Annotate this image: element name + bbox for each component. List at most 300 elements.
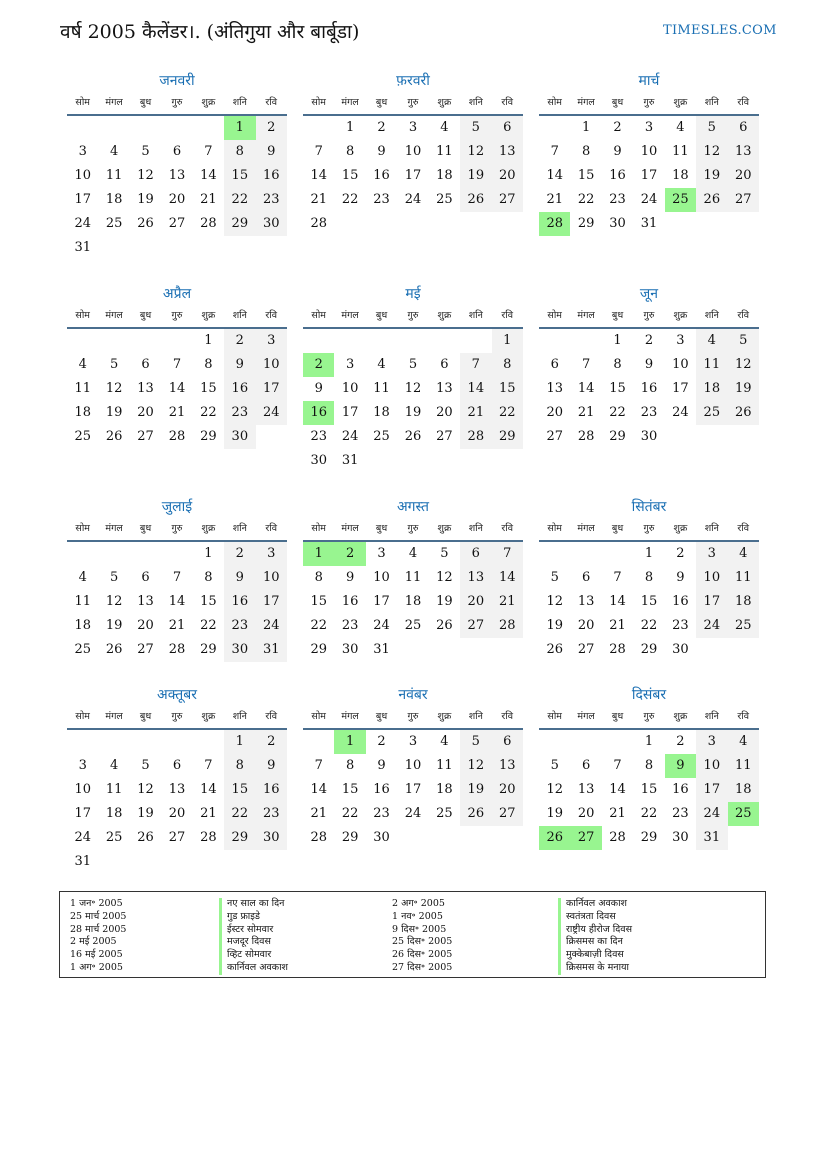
- day-cell: 12: [696, 140, 727, 164]
- day-cell: 28: [310, 830, 327, 845]
- holiday-name: गुड फ्राइडे: [219, 911, 288, 924]
- day-cell: 1: [492, 329, 523, 353]
- day-cell: 15: [577, 168, 595, 183]
- weekday-header: सोम: [539, 706, 570, 730]
- empty-cell: [67, 730, 98, 754]
- day-cell: 16: [341, 594, 359, 609]
- day-cell: 18: [728, 590, 759, 614]
- day-cell: 21: [168, 618, 186, 633]
- day-cell: 3: [377, 546, 386, 561]
- day-cell: 11: [696, 353, 727, 377]
- day-cell: 4: [440, 734, 449, 749]
- day-cell: 17: [256, 377, 287, 401]
- day-cell: 19: [404, 405, 422, 420]
- empty-cell: [665, 212, 696, 236]
- weekday-header: बुध: [602, 518, 633, 542]
- weekday-header: शुक्र: [665, 518, 696, 542]
- day-cell: 10: [404, 144, 422, 159]
- day-cell: 8: [345, 144, 355, 159]
- day-cell: 27: [168, 830, 186, 845]
- day-cell: 5: [141, 144, 150, 159]
- month-calendar: [303, 283, 523, 473]
- weekday-header: रवि: [256, 92, 287, 116]
- day-cell: 6: [440, 357, 449, 372]
- day-cell: 28: [200, 830, 217, 845]
- day-cell: 25: [436, 806, 453, 821]
- day-cell: 16: [224, 377, 255, 401]
- day-cell: 1: [204, 333, 213, 348]
- holiday-dates-left: [70, 898, 126, 975]
- day-cell: 16: [256, 778, 287, 802]
- empty-cell: [570, 730, 601, 754]
- day-cell: 23: [310, 429, 327, 444]
- day-cell: 18: [74, 618, 91, 633]
- holiday-name: कार्निवल अवकाश: [219, 962, 288, 975]
- weekday-header: रवि: [728, 305, 759, 329]
- day-cell: 4: [728, 542, 759, 566]
- day-cell: 7: [550, 144, 559, 159]
- day-cell: 24: [74, 216, 91, 231]
- holiday-date: 9 दिस॰ 2005: [392, 923, 447, 935]
- weekday-header: बुध: [602, 92, 633, 116]
- day-cell: 22: [640, 618, 658, 633]
- day-cell: 14: [168, 594, 186, 609]
- day-cell: 31: [696, 826, 727, 850]
- weekday-header: बुध: [366, 706, 397, 730]
- day-cell: 20: [168, 192, 186, 207]
- day-cell: 20: [492, 164, 523, 188]
- day-cell: 13: [577, 782, 595, 797]
- empty-cell: [161, 850, 192, 874]
- weekday-header: शुक्र: [429, 92, 460, 116]
- day-cell: 25: [696, 401, 727, 425]
- day-cell: 20: [492, 778, 523, 802]
- day-cell: 10: [74, 782, 91, 797]
- weekday-header: शुक्र: [429, 305, 460, 329]
- day-cell: 17: [696, 590, 727, 614]
- day-cell: 25: [436, 192, 453, 207]
- day-cell: 26: [546, 642, 563, 657]
- empty-cell: [429, 212, 460, 236]
- holiday-date: 1 जन॰ 2005: [70, 898, 123, 909]
- weekday-header: गुरु: [397, 92, 428, 116]
- day-cell: 4: [696, 329, 727, 353]
- day-cell: 30: [672, 642, 689, 657]
- day-cell: 10: [640, 144, 658, 159]
- empty-cell: [303, 329, 334, 353]
- empty-cell: [366, 329, 397, 353]
- empty-cell: [334, 212, 365, 236]
- month-title: अक्तूबर: [157, 687, 197, 703]
- weekday-header: शनि: [460, 518, 491, 542]
- month-calendar: [67, 496, 287, 662]
- month-calendar: [303, 684, 523, 850]
- empty-cell: [161, 329, 192, 353]
- day-cell: 12: [460, 754, 491, 778]
- day-cell: 28: [609, 642, 626, 657]
- holiday-date: 16 मई 2005: [70, 949, 123, 961]
- day-cell: 8: [613, 357, 622, 372]
- weekday-header: रवि: [728, 518, 759, 542]
- day-cell: 19: [105, 618, 123, 633]
- day-cell: 28: [168, 429, 186, 444]
- day-cell: 4: [440, 120, 449, 135]
- day-cell: 23: [373, 192, 390, 207]
- day-cell: 7: [492, 542, 523, 566]
- month-grid: [303, 305, 523, 473]
- day-cell: 31: [74, 240, 91, 255]
- day-cell: 20: [577, 806, 595, 821]
- day-cell: 26: [105, 429, 123, 444]
- day-cell: 22: [224, 802, 255, 826]
- day-cell: 11: [74, 381, 91, 396]
- day-cell: 30: [310, 453, 327, 468]
- day-cell: 28: [539, 212, 570, 236]
- day-cell: 6: [492, 730, 523, 754]
- month-title: दिसंबर: [631, 687, 667, 703]
- day-cell: 12: [105, 381, 123, 396]
- day-cell: 17: [74, 806, 91, 821]
- day-cell: 13: [168, 782, 186, 797]
- day-cell: 3: [408, 734, 418, 749]
- day-cell: 17: [404, 782, 422, 797]
- day-cell: 21: [492, 590, 523, 614]
- day-cell: 22: [341, 806, 359, 821]
- day-cell: 10: [672, 357, 689, 372]
- day-cell: 5: [550, 758, 559, 773]
- day-cell: 6: [581, 570, 591, 585]
- day-cell: 21: [200, 192, 217, 207]
- day-cell: 1: [334, 730, 365, 754]
- weekday-header: रवि: [728, 92, 759, 116]
- day-cell: 20: [546, 405, 563, 420]
- weekday-header: बुध: [366, 518, 397, 542]
- empty-cell: [460, 638, 491, 662]
- weekday-header: शनि: [696, 518, 727, 542]
- month-title: सितंबर: [631, 499, 667, 515]
- weekday-header: मंगल: [334, 518, 365, 542]
- holiday-dates-right: [392, 898, 452, 975]
- empty-cell: [130, 730, 161, 754]
- empty-cell: [193, 850, 224, 874]
- empty-cell: [224, 850, 255, 874]
- day-cell: 20: [137, 405, 154, 420]
- day-cell: 20: [728, 164, 759, 188]
- day-cell: 26: [137, 830, 154, 845]
- day-cell: 15: [200, 381, 217, 396]
- empty-cell: [728, 638, 759, 662]
- empty-cell: [130, 850, 161, 874]
- day-cell: 21: [577, 405, 595, 420]
- empty-cell: [397, 826, 428, 850]
- day-cell: 22: [577, 192, 595, 207]
- empty-cell: [98, 542, 129, 566]
- day-cell: 12: [137, 168, 154, 183]
- empty-cell: [130, 329, 161, 353]
- empty-cell: [429, 449, 460, 473]
- day-cell: 6: [172, 144, 182, 159]
- day-cell: 22: [341, 192, 359, 207]
- day-cell: 2: [334, 542, 365, 566]
- weekday-header: सोम: [67, 92, 98, 116]
- day-cell: 11: [728, 566, 759, 590]
- weekday-header: शनि: [460, 305, 491, 329]
- month-calendar: [303, 496, 523, 662]
- day-cell: 17: [672, 381, 689, 396]
- day-cell: 7: [172, 570, 182, 585]
- holiday-names-left: [219, 898, 288, 975]
- empty-cell: [67, 542, 98, 566]
- day-cell: 5: [460, 730, 491, 754]
- weekday-header: रवि: [256, 518, 287, 542]
- day-cell: 8: [581, 144, 591, 159]
- day-cell: 23: [224, 401, 255, 425]
- day-cell: 30: [341, 642, 359, 657]
- empty-cell: [570, 329, 601, 353]
- empty-cell: [460, 329, 491, 353]
- weekday-header: रवि: [492, 92, 523, 116]
- day-cell: 24: [373, 618, 390, 633]
- weekday-header: रवि: [728, 706, 759, 730]
- weekday-header: मंगल: [334, 706, 365, 730]
- brand-link[interactable]: TIMESLES.COM: [663, 23, 777, 38]
- day-cell: 31: [373, 642, 390, 657]
- day-cell: 16: [672, 594, 689, 609]
- day-cell: 6: [172, 758, 182, 773]
- day-cell: 22: [224, 188, 255, 212]
- holiday-date: 2 मई 2005: [70, 936, 117, 948]
- empty-cell: [397, 329, 428, 353]
- weekday-header: गुरु: [161, 92, 192, 116]
- empty-cell: [665, 425, 696, 449]
- day-cell: 25: [404, 618, 422, 633]
- day-cell: 24: [696, 802, 727, 826]
- empty-cell: [366, 449, 397, 473]
- weekday-header: मंगल: [570, 92, 601, 116]
- day-cell: 28: [310, 216, 327, 231]
- day-cell: 6: [581, 758, 591, 773]
- month-calendar: [539, 283, 759, 449]
- day-cell: 25: [373, 429, 390, 444]
- weekday-header: रवि: [492, 305, 523, 329]
- empty-cell: [728, 212, 759, 236]
- day-cell: 21: [168, 405, 186, 420]
- day-cell: 17: [373, 594, 390, 609]
- empty-cell: [397, 212, 428, 236]
- weekday-header: गुरु: [633, 706, 664, 730]
- day-cell: 18: [696, 377, 727, 401]
- day-cell: 9: [644, 357, 654, 372]
- day-cell: 7: [314, 758, 323, 773]
- day-cell: 22: [492, 401, 523, 425]
- weekday-header: बुध: [366, 92, 397, 116]
- empty-cell: [224, 236, 255, 260]
- weekday-header: शुक्र: [193, 305, 224, 329]
- weekday-header: शनि: [696, 305, 727, 329]
- day-cell: 19: [137, 192, 154, 207]
- day-cell: 17: [74, 192, 91, 207]
- day-cell: 19: [696, 164, 727, 188]
- day-cell: 6: [550, 357, 559, 372]
- day-cell: 18: [672, 168, 689, 183]
- month-title: नवंबर: [398, 687, 428, 703]
- day-cell: 21: [310, 192, 327, 207]
- day-cell: 23: [672, 618, 689, 633]
- day-cell: 27: [546, 429, 563, 444]
- day-cell: 30: [224, 638, 255, 662]
- day-cell: 3: [256, 329, 287, 353]
- day-cell: 11: [404, 570, 422, 585]
- day-cell: 19: [436, 594, 453, 609]
- empty-cell: [130, 116, 161, 140]
- weekday-header: रवि: [256, 305, 287, 329]
- day-cell: 25: [105, 830, 123, 845]
- day-cell: 16: [609, 168, 626, 183]
- weekday-header: सोम: [303, 92, 334, 116]
- holiday-name: स्वतंत्रता दिवस: [558, 911, 632, 924]
- month-title: जुलाई: [161, 499, 193, 515]
- day-cell: 28: [460, 425, 491, 449]
- day-cell: 23: [672, 806, 689, 821]
- day-cell: 12: [546, 594, 563, 609]
- day-cell: 18: [105, 192, 123, 207]
- page-title: वर्ष 2005 कैलेंडर।. (अंतिगुया और बार्बूडा): [60, 21, 360, 43]
- day-cell: 22: [310, 618, 327, 633]
- day-cell: 14: [609, 594, 626, 609]
- empty-cell: [98, 236, 129, 260]
- day-cell: 14: [168, 381, 186, 396]
- day-cell: 1: [581, 120, 591, 135]
- day-cell: 9: [224, 566, 255, 590]
- month-calendar: [539, 496, 759, 662]
- empty-cell: [256, 236, 287, 260]
- day-cell: 27: [436, 429, 453, 444]
- day-cell: 18: [373, 405, 390, 420]
- day-cell: 28: [200, 216, 217, 231]
- weekday-header: मंगल: [98, 305, 129, 329]
- day-cell: 25: [665, 188, 696, 212]
- day-cell: 28: [577, 429, 595, 444]
- day-cell: 26: [460, 802, 491, 826]
- day-cell: 14: [546, 168, 563, 183]
- day-cell: 9: [256, 140, 287, 164]
- holiday-date: 28 मार्च 2005: [70, 923, 127, 935]
- day-cell: 23: [224, 614, 255, 638]
- day-cell: 25: [728, 802, 759, 826]
- day-cell: 20: [137, 618, 154, 633]
- weekday-header: मंगल: [570, 518, 601, 542]
- empty-cell: [570, 542, 601, 566]
- day-cell: 19: [728, 377, 759, 401]
- empty-cell: [98, 730, 129, 754]
- day-cell: 29: [200, 642, 217, 657]
- empty-cell: [492, 638, 523, 662]
- day-cell: 11: [373, 381, 390, 396]
- empty-cell: [161, 542, 192, 566]
- empty-cell: [256, 425, 287, 449]
- day-cell: 24: [696, 614, 727, 638]
- weekday-header: मंगल: [570, 706, 601, 730]
- day-cell: 18: [105, 806, 123, 821]
- day-cell: 8: [644, 758, 654, 773]
- empty-cell: [67, 116, 98, 140]
- day-cell: 11: [728, 754, 759, 778]
- month-calendar: [67, 283, 287, 449]
- day-cell: 20: [436, 405, 453, 420]
- weekday-header: शुक्र: [429, 518, 460, 542]
- holiday-name: मजदूर दिवस: [219, 936, 288, 949]
- month-grid: [67, 706, 287, 874]
- day-cell: 17: [640, 168, 658, 183]
- day-cell: 30: [256, 826, 287, 850]
- day-cell: 12: [137, 782, 154, 797]
- day-cell: 22: [640, 806, 658, 821]
- day-cell: 15: [224, 164, 255, 188]
- weekday-header: मंगल: [334, 92, 365, 116]
- empty-cell: [397, 638, 428, 662]
- holiday-date: 25 दिस॰ 2005: [392, 936, 453, 948]
- day-cell: 5: [141, 758, 150, 773]
- day-cell: 11: [105, 782, 123, 797]
- day-cell: 9: [314, 381, 323, 396]
- day-cell: 6: [492, 116, 523, 140]
- day-cell: 13: [492, 140, 523, 164]
- day-cell: 25: [74, 429, 91, 444]
- empty-cell: [429, 826, 460, 850]
- day-cell: 4: [408, 546, 418, 561]
- weekday-header: रवि: [492, 518, 523, 542]
- day-cell: 12: [460, 140, 491, 164]
- day-cell: 29: [224, 212, 255, 236]
- month-grid: [67, 305, 287, 449]
- day-cell: 11: [436, 758, 453, 773]
- day-cell: 15: [310, 594, 327, 609]
- day-cell: 8: [224, 140, 255, 164]
- day-cell: 18: [728, 778, 759, 802]
- weekday-header: सोम: [303, 706, 334, 730]
- empty-cell: [429, 638, 460, 662]
- weekday-header: शनि: [460, 92, 491, 116]
- day-cell: 1: [345, 120, 355, 135]
- weekday-header: गुरु: [161, 518, 192, 542]
- day-cell: 24: [74, 830, 91, 845]
- empty-cell: [67, 329, 98, 353]
- month-grid: [539, 92, 759, 236]
- holiday-date: 26 दिस॰ 2005: [392, 949, 453, 961]
- day-cell: 11: [74, 594, 91, 609]
- day-cell: 26: [436, 618, 453, 633]
- day-cell: 29: [341, 830, 359, 845]
- day-cell: 2: [256, 116, 287, 140]
- empty-cell: [696, 212, 727, 236]
- day-cell: 16: [303, 401, 334, 425]
- empty-cell: [728, 826, 759, 850]
- day-cell: 4: [78, 357, 87, 372]
- day-cell: 15: [341, 782, 359, 797]
- day-cell: 10: [373, 570, 390, 585]
- day-cell: 16: [373, 782, 390, 797]
- day-cell: 26: [539, 826, 570, 850]
- empty-cell: [539, 329, 570, 353]
- day-cell: 13: [137, 381, 154, 396]
- day-cell: 15: [224, 778, 255, 802]
- holiday-name: क्रिसमस का दिन: [558, 936, 632, 949]
- day-cell: 30: [609, 216, 626, 231]
- weekday-header: शनि: [224, 305, 255, 329]
- day-cell: 14: [200, 168, 217, 183]
- day-cell: 3: [696, 730, 727, 754]
- weekday-header: सोम: [303, 518, 334, 542]
